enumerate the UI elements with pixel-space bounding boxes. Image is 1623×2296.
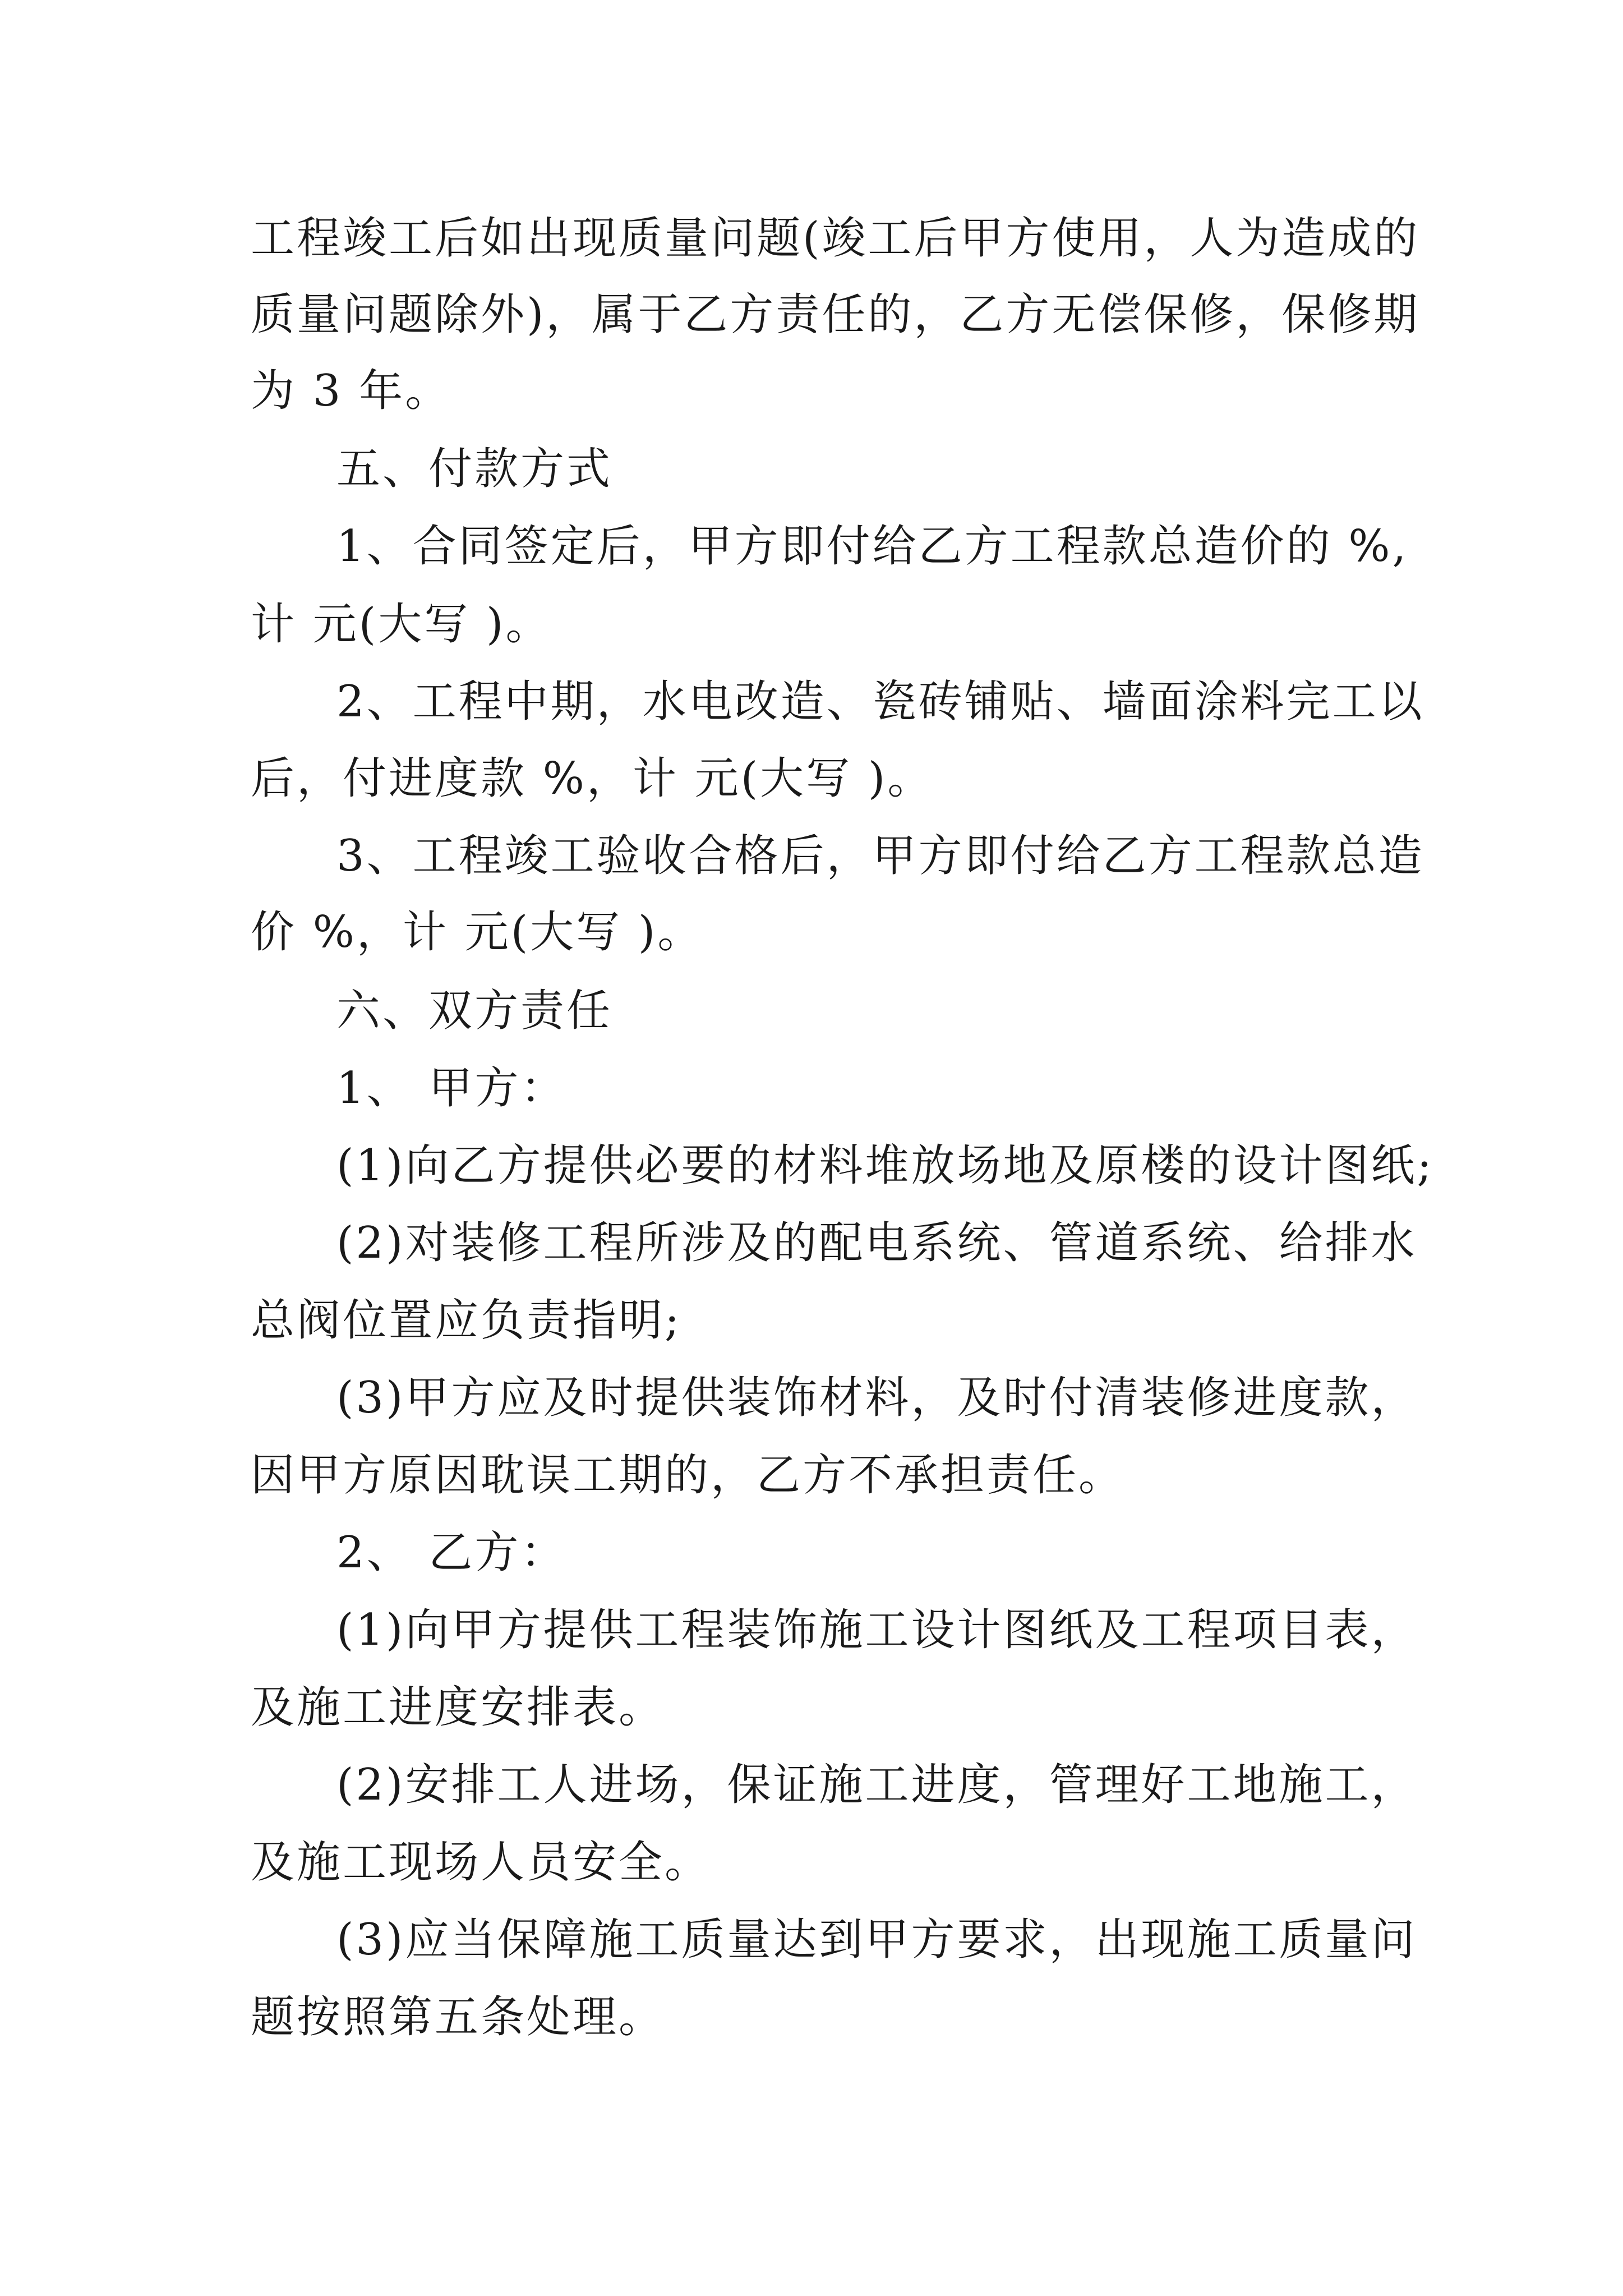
body-line: 及施工现场人员安全。: [251, 1837, 711, 1888]
body-line: 及施工进度安排表。: [251, 1682, 665, 1733]
body-line: (3)应当保障施工质量达到甲方要求，出现施工质量问: [336, 1915, 1417, 1965]
body-line: 总阀位置应负责指明;: [251, 1295, 682, 1346]
section-heading: 六、双方责任: [336, 986, 613, 1036]
body-line: 3、工程竣工验收合格后，甲方即付给乙方工程款总造: [336, 831, 1424, 881]
body-line: 价 %，计 元(大写 )。: [251, 907, 704, 958]
body-line: (2)对装修工程所涉及的配电系统、管道系统、给排水: [336, 1218, 1417, 1268]
body-line: (1)向甲方提供工程装饰施工设计图纸及工程项目表，: [336, 1605, 1417, 1655]
subheading: 1、 甲方：: [336, 1063, 567, 1114]
subheading: 2、 乙方：: [336, 1527, 567, 1578]
body-line: (1)向乙方提供必要的材料堆放场地及原楼的设计图纸;: [336, 1140, 1434, 1191]
body-line: 因甲方原因耽误工期的，乙方不承担责任。: [251, 1450, 1125, 1501]
body-line: 题按照第五条处理。: [251, 1992, 665, 2042]
body-line: 工程竣工后如出现质量问题(竣工后甲方使用，人为造成的: [251, 213, 1420, 264]
body-line: 质量问题除外)，属于乙方责任的，乙方无偿保修，保修期: [251, 289, 1420, 340]
body-line: 2、工程中期，水电改造、瓷砖铺贴、墙面涂料完工以: [336, 677, 1424, 727]
body-line: 1、合同签定后，甲方即付给乙方工程款总造价的 %,: [336, 521, 1409, 572]
body-line: (2)安排工人进场，保证施工进度，管理好工地施工，: [336, 1760, 1417, 1810]
body-line: 为 3 年。: [251, 366, 451, 416]
body-line: 计 元(大写 )。: [251, 599, 552, 650]
section-heading: 五、付款方式: [336, 444, 613, 494]
body-line: (3)甲方应及时提供装饰材料，及时付清装修进度款，: [336, 1373, 1417, 1423]
body-line: 后，付进度款 %，计 元(大写 )。: [251, 753, 934, 804]
